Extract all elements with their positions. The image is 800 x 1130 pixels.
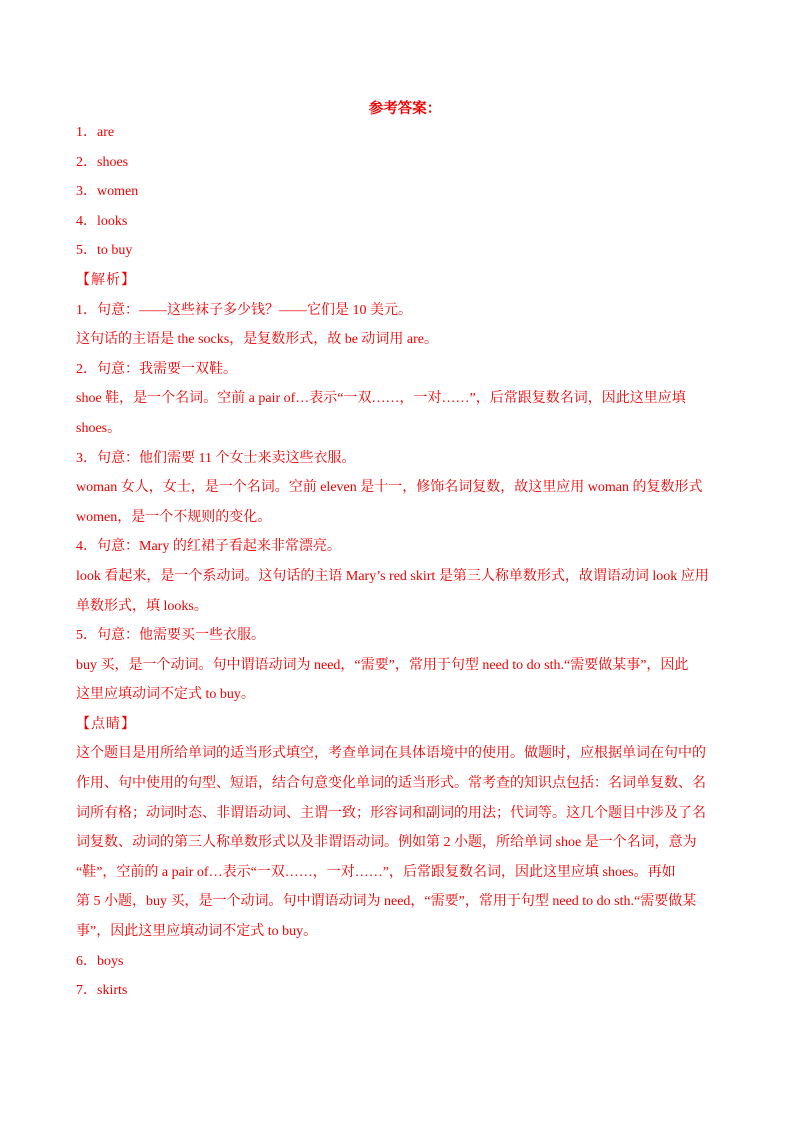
- page-title: 参考答案：: [368, 101, 442, 117]
- analysis-line: 4．句意：Mary 的红裙子看起来非常漂亮。: [76, 539, 341, 555]
- analysis-line: woman 女人，女士，是一个名词。空前 eleven 是十一，修饰名词复数，故这里应用 woman 的复数形式: [76, 480, 703, 496]
- analysis-line: 3．句意：他们需要 11 个女士来卖这些衣服。: [76, 450, 356, 466]
- tips-line: 作用、句中使用的句型、短语，结合句意变化单词的适当形式。常考查的知识点包括：名词单复数、名: [76, 776, 706, 792]
- analysis-line: 这句话的主语是 the socks，是复数形式，故 be 动词用 are。: [76, 332, 439, 348]
- analysis-line: 这里应填动词不定式 to buy。: [76, 687, 255, 703]
- analysis-line: buy 买，是一个动词。句中谓语动词为 need，“需要”，常用于句型 need to do sth.“需要做某事”，因此: [76, 657, 689, 673]
- answer-item: 3．women: [76, 184, 139, 200]
- analysis-line: 5．句意：他需要买一些衣服。: [76, 628, 265, 644]
- tips-line: 事”，因此这里应填动词不定式 to buy。: [76, 924, 318, 940]
- analysis-line: shoes。: [76, 420, 122, 436]
- answer-item: 1．are: [76, 125, 115, 140]
- answer-item: 6．boys: [76, 953, 124, 969]
- answer-body: [76, 118, 716, 1006]
- analysis-line: 2．句意：我需要一双鞋。: [76, 361, 237, 377]
- tips-line: 词所有格；动词时态、非谓语动词、主谓一致；形容词和副词的用法；代词等。这几个题目中涉及了名: [76, 805, 706, 821]
- analysis-line: look 看起来，是一个系动词。这句话的主语 Mary’s red skirt 是第三人称单数形式，故谓语动词 look 应用: [76, 568, 709, 584]
- tips-line: 第 5 小题，buy 买，是一个动词。句中谓语动词为 need，“需要”，常用于句型 need to do sth.“需要做某: [76, 894, 697, 910]
- tips-heading: 【点睛】: [76, 716, 136, 732]
- analysis-line: women，是一个不规则的变化。: [76, 509, 272, 525]
- tips-line: “鞋”，空前的 a pair of…表示“一双……，一对……”，后常跟复数名词，因此这里应填 shoes。再如: [76, 864, 676, 880]
- analysis-line: shoe 鞋，是一个名词。空前 a pair of…表示“一双……，一对……”，后常跟复数名词，因此这里应填: [76, 391, 686, 407]
- tips-line: 词复数、动词的第三人称单数形式以及非谓语动词。例如第 2 小题，所给单词 shoe 是一个名词，意为: [76, 835, 697, 851]
- answer-item: 5．to buy: [76, 243, 133, 259]
- analysis-heading: 【解析】: [76, 272, 136, 288]
- answer-item: 7．skirts: [76, 983, 128, 999]
- answer-item: 2．shoes: [76, 154, 129, 170]
- answer-item: 4．looks: [76, 213, 128, 229]
- analysis-line: 单数形式，填 looks。: [76, 598, 208, 614]
- tips-line: 这个题目是用所给单词的适当形式填空，考查单词在具体语境中的使用。做题时，应根据单词在句中的: [76, 746, 706, 762]
- analysis-line: 1．句意：——这些袜子多少钱？——它们是 10 美元。: [76, 302, 412, 318]
